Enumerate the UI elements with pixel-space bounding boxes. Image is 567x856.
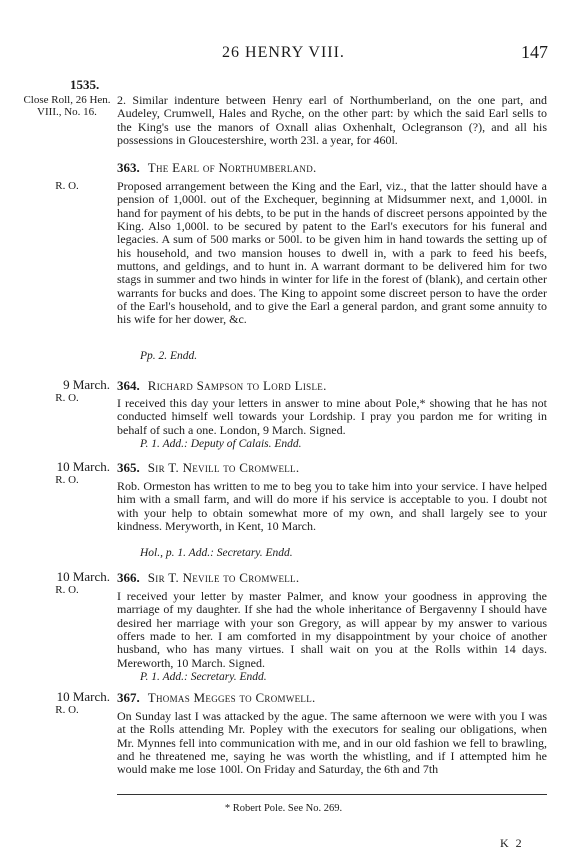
entry-title: The Earl of Northumberland.: [147, 160, 317, 175]
footnote-rule: [117, 794, 547, 795]
entry-note: Hol., p. 1. Add.: Secretary. Endd.: [140, 547, 293, 559]
margin-source: R. O.: [55, 180, 79, 192]
running-head: 26 HENRY VIII.: [222, 44, 345, 61]
entry-number: 367.: [117, 690, 140, 705]
entry-number: 363.: [117, 160, 140, 175]
entry-date: 10 March.: [56, 569, 110, 584]
signature-mark: K 2: [500, 836, 524, 850]
entry-number: 365.: [117, 460, 140, 475]
entry-heading: [117, 160, 317, 176]
entry-heading: [117, 690, 316, 706]
entry-text: Rob. Ormeston has written to me to beg you to take him into your service. I have helped him with a small farm, and will do more if his service is acceptable to you. I doubt not with your help to obtain somewhat more of my own, and shall largely see to your kindness. Meryworth, in Kent, 10 March.: [117, 479, 547, 534]
entry-text: I received this day your letters in answer to mine about Pole,* showing that he has not conducted himself well towards your Lordship. I pray you pardon me for writing in behalf of such a one. London, 9 March. Signed.: [117, 396, 547, 437]
entry-title: Sir T. Nevile to Cromwell.: [147, 570, 300, 585]
entry-title: Richard Sampson to Lord Lisle.: [147, 378, 327, 393]
entry-text: On Sunday last I was attacked by the ague. The same afternoon we were with you I was at the Rolls attending Mr. Popley with the executors for sealing our obligations, when Mr. Mynnes fell into communication with me, and in our old fashion we fell to brawling, and he threatened me, saying he was worth the whistling, and if I attempted him he would make me lose 100l. On Friday and Saturday, the 6th and 7th: [117, 709, 547, 777]
footnote: * Robert Pole. See No. 269.: [224, 803, 343, 814]
margin-year: 1535.: [70, 77, 100, 92]
entry-heading: [117, 570, 299, 586]
margin-source: Close Roll, 26 Hen. VIII., No. 16.: [23, 94, 111, 118]
entry-heading: [117, 378, 327, 394]
entry-text: Proposed arrangement between the King and the Earl, viz., that the latter should have a pension of 1,000l. out of the Exchequer, beginning at Midsummer next, and 1,000l. in hand for payment of his debts, to be put in the hands of discreet persons appointed by the King. Also 1,000l. to be secured by patent to the Earl's executors for his funeral and legacies. A sum of 500 marks or 500l. to be given him in hand towards the setting up of his household, and two mansion houses to dwell in, with a park to feed his beefs, muttons, and geldings, and to hunt in. A warrant dormant to be delivered him for two stags in summer and two hinds in winter for life in the forest of (blank), and certain other warrants for bucks and does. The King to appoint some discreet person to have the order of the Earl's household, and to give the Earl a general pardon, and grant some annuity to his wife for her dower, &c.: [117, 179, 547, 327]
entry-text: 2. Similar indenture between Henry earl of Northumberland, on the one part, and Audeley, Crumwell, Hales and Ryche, on the other part: by which the said Earl sells to the King's use the manors of Oxnall alias Oxhenhalt, Oclegranson (?), and all his possessions in Gloucestershire, worth 23l. a year, for 460l.: [117, 93, 547, 148]
entry-note: Pp. 2. Endd.: [140, 350, 198, 362]
margin-date-source: 10 March. R. O.: [20, 570, 114, 596]
entry-title: Thomas Megges to Cromwell.: [147, 690, 316, 705]
entry-heading: [117, 460, 299, 476]
margin-date-source: 10 March. R. O.: [20, 460, 114, 486]
entry-number: 366.: [117, 570, 140, 585]
entry-note: P. 1. Add.: Deputy of Calais. Endd.: [140, 438, 302, 450]
entry-note: P. 1. Add.: Secretary. Endd.: [140, 671, 267, 683]
entry-title: Sir T. Nevill to Cromwell.: [147, 460, 300, 475]
margin-date-source: 9 March. R. O.: [20, 378, 114, 404]
entry-date: 9 March.: [63, 377, 110, 392]
margin-date-source: 10 March. R. O.: [20, 690, 114, 716]
entry-date: 10 March.: [56, 689, 110, 704]
entry-text: I received your letter by master Palmer, and know your goodness in approving the marriage of my daughter. If she had the whole inheritance of Bergavenny I should have desired her marriage with your son Gregory, as will appear by my answer to various offers made to her. I am comforted in my disappointment by your choice of another husband, who has many virtues. I shall wait on you at the Rolls within 14 days. Mereworth, 10 March. Signed.: [117, 589, 547, 670]
entry-number: 364.: [117, 378, 140, 393]
entry-date: 10 March.: [56, 459, 110, 474]
page-number: 147: [521, 42, 548, 62]
